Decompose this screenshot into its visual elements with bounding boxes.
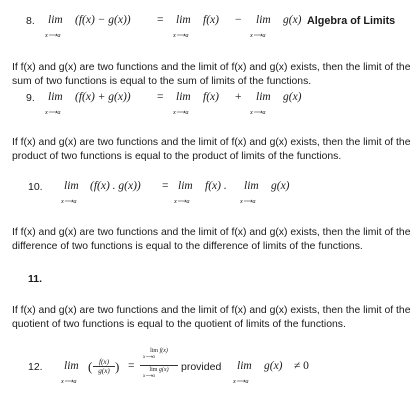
not-equal-condition: ≠ 0 (294, 360, 309, 372)
lim-subscript: x⟶a (173, 32, 189, 39)
item-number: 8. (26, 15, 35, 27)
fraction-denominator: g(x) (93, 366, 115, 375)
lim-subscript: x⟶a (143, 373, 155, 379)
item-number: 10. (28, 181, 43, 193)
lim-subscript: x⟶a (240, 198, 256, 205)
equals-sign: = (157, 91, 164, 103)
item-10-description: If f(x) and g(x) are two functions and the limit of f(x) and g(x) exists, then the limit of the product of two functions is equal to the product of limits of the functions. (12, 137, 411, 162)
item-number: 12. (28, 361, 43, 373)
fraction-numerator: f(x) (99, 358, 109, 366)
term-expression: f(x) (203, 14, 219, 26)
term-expression: f(x) . (205, 180, 227, 192)
term-expression: g(x) (264, 360, 283, 372)
equals-sign: = (162, 180, 169, 192)
close-paren: ) (115, 359, 120, 374)
lim-subscript: x⟶a (174, 198, 190, 205)
lhs-expression: (f(x) − g(x)) (75, 14, 131, 26)
term-expression: g(x) (283, 14, 302, 26)
item-number: 9. (26, 92, 35, 104)
minus-sign: − (235, 14, 242, 26)
term-expression: g(x) (283, 91, 302, 103)
item-8-formula (0, 14, 418, 42)
item-10-formula (0, 180, 418, 208)
fraction-numerator (140, 348, 178, 365)
item-12-description: If f(x) and g(x) are two functions and the limit of f(x) and g(x) exists, then the limit of the quotient of two functions is equal to the quotient of limits of the functions. (12, 305, 411, 330)
section-title: Algebra of Limits (307, 15, 396, 27)
item-9-description: If f(x) and g(x) are two functions and the limit of f(x) and g(x) exists, then the limit of the sum of two functions is equal to the sum of limits of the functions. (12, 62, 411, 87)
lim-subscript: x⟶a (173, 109, 189, 116)
lim-operator: lim (149, 367, 158, 373)
lim-operator: lim (256, 14, 271, 26)
item-12-formula (0, 346, 418, 390)
lim-operator: lim (150, 348, 159, 354)
term-expression: g(x) (271, 180, 290, 192)
equals-sign: = (128, 360, 135, 372)
lim-subscript: x⟶a (61, 198, 77, 205)
rhs-fraction (140, 348, 178, 380)
lim-operator: lim (237, 360, 252, 372)
lhs-expression: (f(x) + g(x)) (75, 91, 131, 103)
lim-operator: lim (48, 14, 63, 26)
lim-subscript: x⟶a (233, 378, 249, 385)
lim-subscript: x⟶a (143, 354, 155, 360)
lim-operator: lim (176, 91, 191, 103)
plus-sign: + (235, 91, 242, 103)
lim-operator: lim (64, 360, 79, 372)
open-paren: ( (88, 359, 93, 374)
lim-subscript: x⟶a (45, 32, 61, 39)
item-11-number: 11. (28, 273, 43, 285)
term-expression: g(x) (158, 367, 169, 373)
lim-operator: lim (176, 14, 191, 26)
fraction-denominator (140, 365, 178, 380)
lim-subscript: x⟶a (250, 32, 266, 39)
lhs-expression: (f(x) . g(x)) (90, 180, 141, 192)
lim-operator: lim (48, 91, 63, 103)
item-9-formula (0, 91, 418, 119)
lim-operator: lim (256, 91, 271, 103)
lhs-fraction (93, 358, 115, 375)
item-11-description: If f(x) and g(x) are two functions and the limit of f(x) and g(x) exists, then the limit of the difference of two functions is equal to the difference of limits of the functions. (12, 227, 411, 252)
term-expression: f(x) (159, 348, 168, 354)
equals-sign: = (157, 14, 164, 26)
lim-operator: lim (64, 180, 79, 192)
term-expression: f(x) (203, 91, 219, 103)
lim-subscript: x⟶a (45, 109, 61, 116)
lim-subscript: x⟶a (250, 109, 266, 116)
provided-text: provided (181, 361, 222, 373)
lim-subscript: x⟶a (61, 378, 77, 385)
lim-operator: lim (244, 180, 259, 192)
lim-operator: lim (178, 180, 193, 192)
